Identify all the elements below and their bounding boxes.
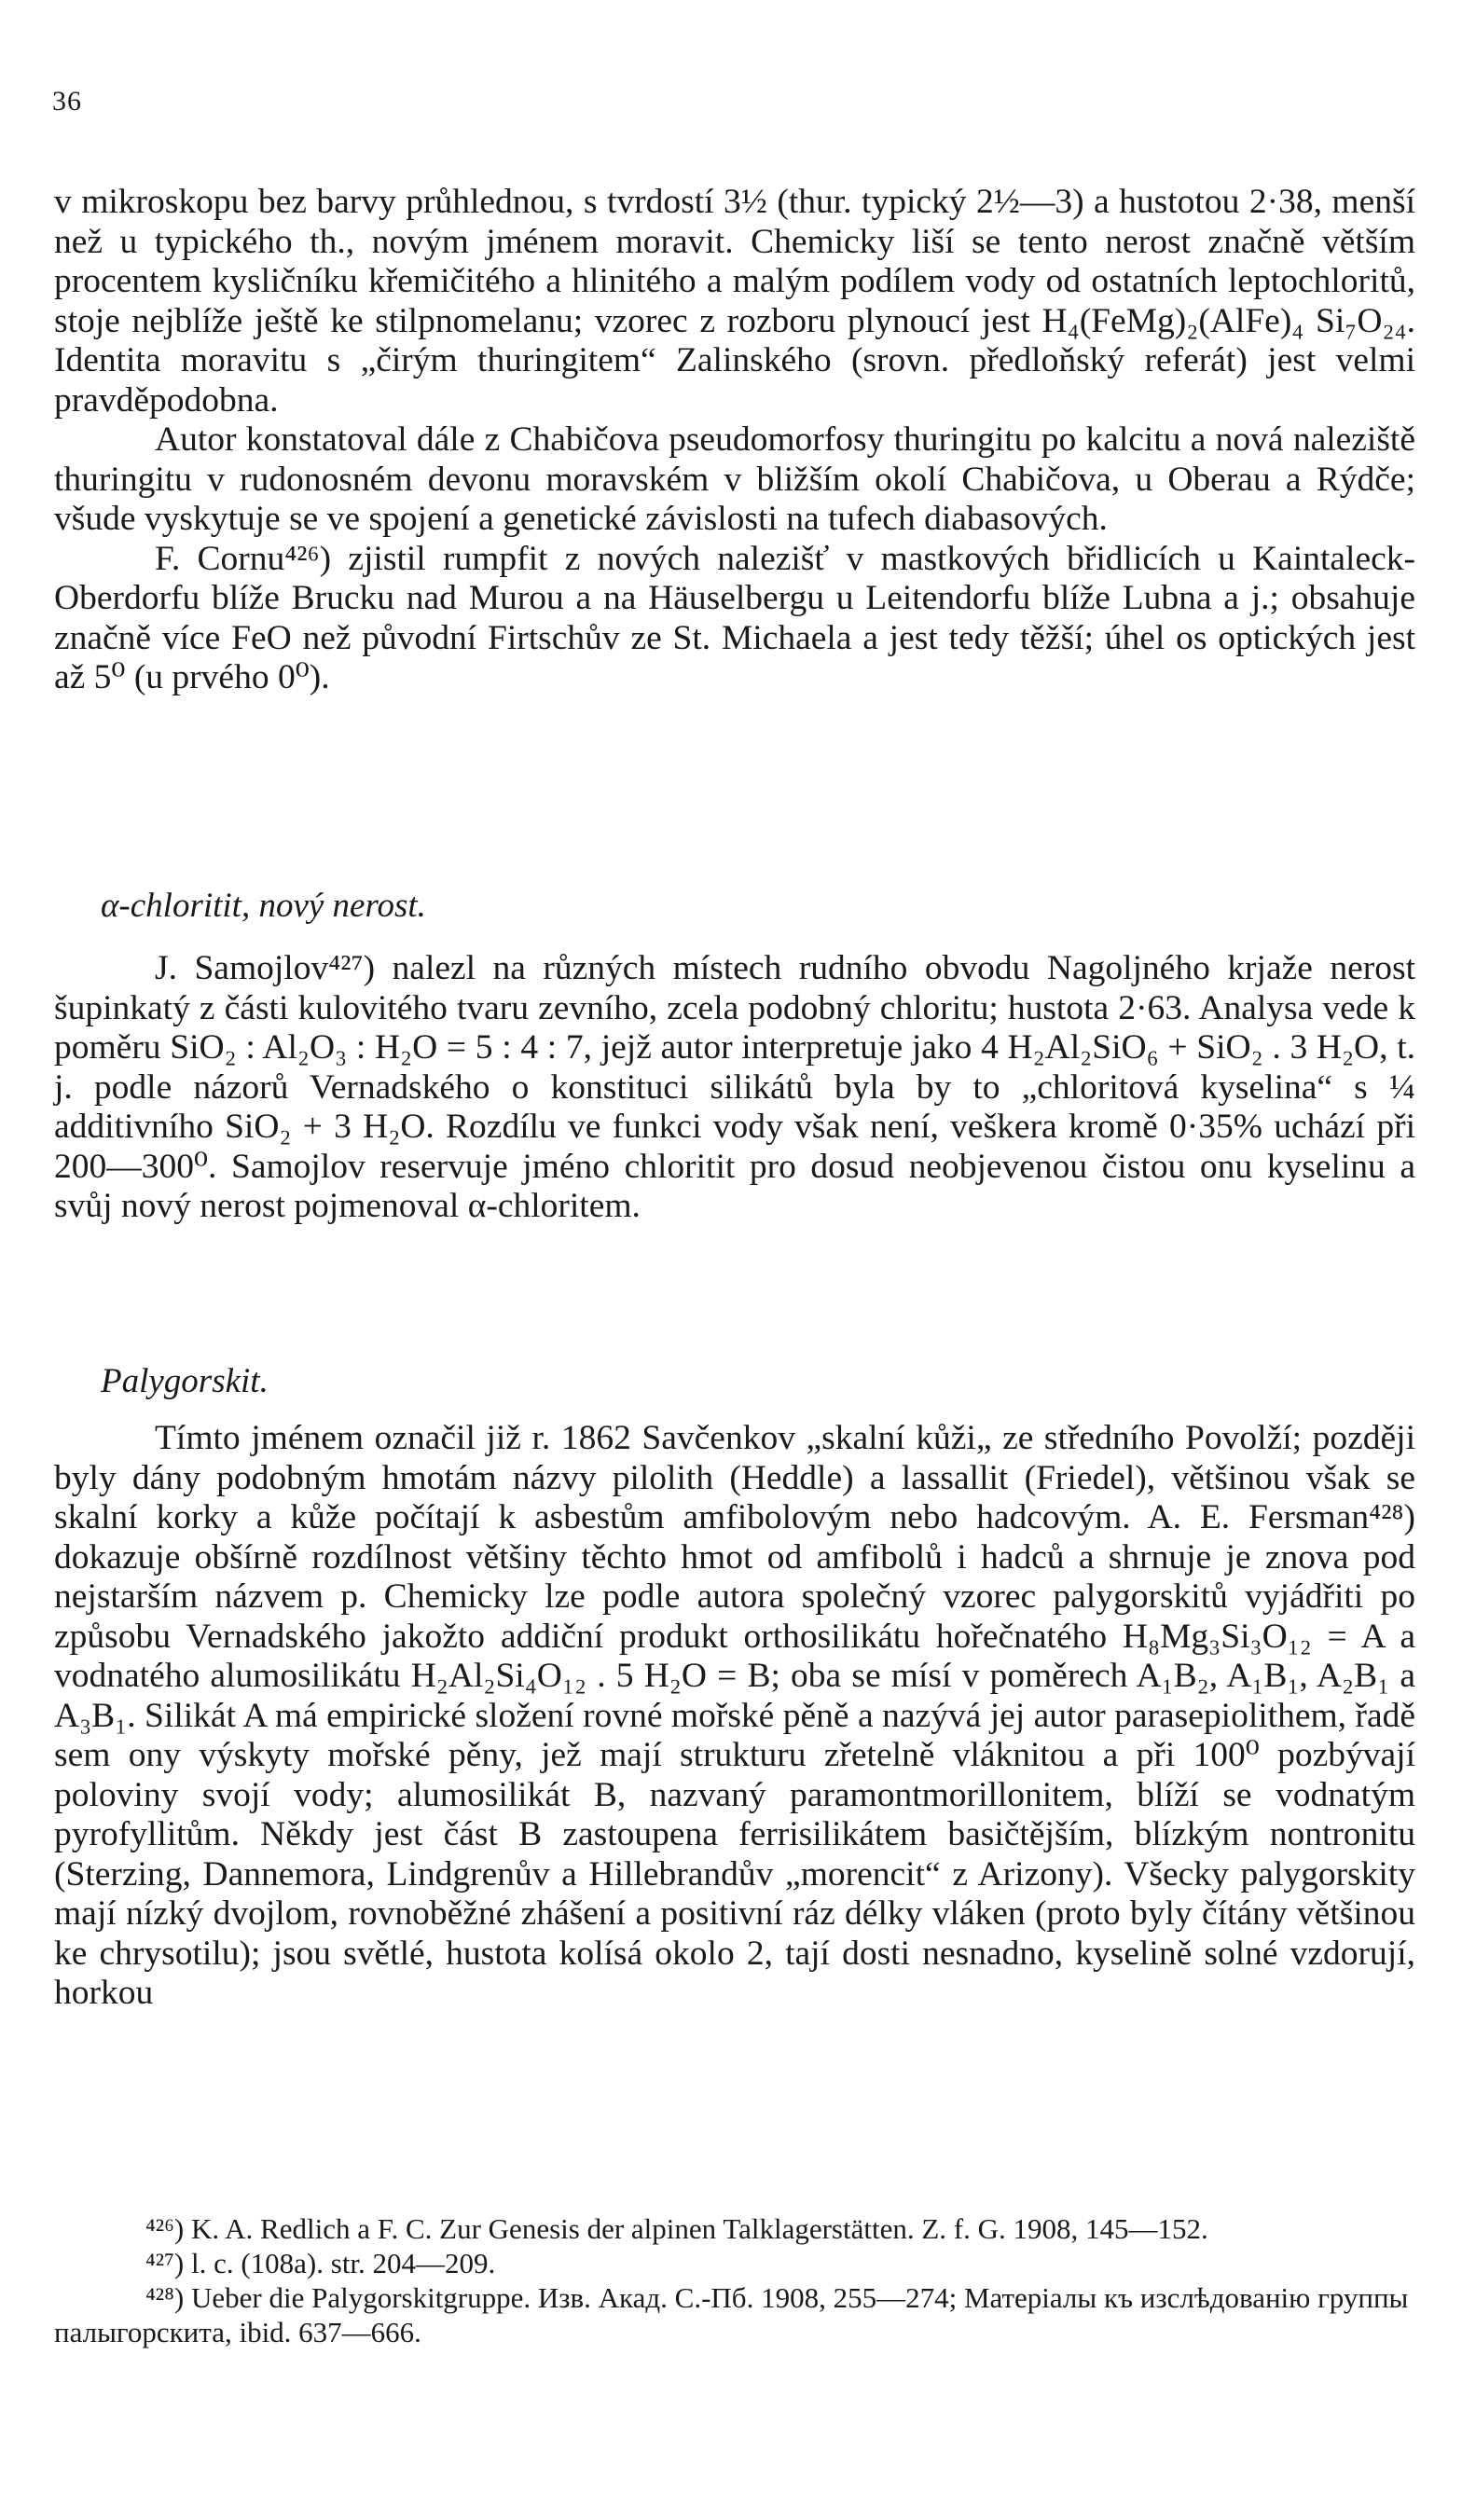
footnotes [54, 2211, 1415, 2349]
heading-alpha-chloritit: α-chloritit, nový nerost. [101, 887, 426, 925]
footnote-428: ⁴²⁸) Ueber die Palygorskitgruppe. Изв. Акад. С.-Пб. 1908, 255—274; Матеріалы къ изслѣдованію группы палыгорскита, ibid. 637—666. [54, 2281, 1409, 2348]
paragraph-palygorskit: Tímto jménem označil již r. 1862 Savčenkov „skalní kůži„ ze středního Povolží; později byly dány podobným hmotám názvy pilolith (Heddle) a lassallit (Friedel), většinou však se skalní korky a kůže počítají k asbestům amfibolovým nebo hadcovým. A. E. Fersman⁴²⁸) dokazuje obšírně rozdílnost většiny těchto hmot od amfibolů i hadců a shrnuje je znova pod nejstarším názvem p. Chemicky lze podle autora společný vzorec palygorskitů vyjádřiti po způsobu Vernadského jakožto addiční produkt orthosilikátu hořečnatého H₈Mg₃Si₃O₁₂ = A a vodnatého alumosilikátu H₂Al₂Si₄O₁₂ . 5 H₂O = B; oba se mísí v poměrech A₁B₂, A₁B₁, A₂B₁ a A₃B₁. Silikát A má empirické složení rovné mořské pěně a nazývá jej autor parasepiolithem, řadě sem ony výskyty mořské pěny, jež mají strukturu zřetelně vláknitou a při 100⁰ pozbývají poloviny svojí vody; alumosilikát B, nazvaný paramontmorillonitem, blíží se vodnatým pyrofyllitům. Někdy jest část B zastoupena ferrisilikátem basičtějším, blízkým nontronitu (Sterzing, Dannemora, Lindgrenův a Hillebrandův „morencit“ z Arizony). Všecky palygorskity mají nízký dvojlom, rovnoběžné zhášení a positivní ráz délky vláken (proto byly čítány většinou ke chrysotilu); jsou světlé, hustota kolísá okolo 2, tají dosti nesnadno, kyselině solné vzdorují, horkou [54, 1419, 1415, 2012]
paragraph-moravit: v mikroskopu bez barvy průhlednou, s tvrdostí 3½ (thur. typický 2½—3) a hustotou 2·38, menší než u typického th., novým jménem moravit. Chemicky liší se tento nerost značně větším procentem kysličníku křemičitého a hlinitého a malým podílem vody od ostatních leptochloritů, stoje nejblíže ještě ke stilpnomelanu; vzorec z rozboru plynoucí jest H₄(FeMg)₂(AlFe)₄ Si₇O₂₄. Identita moravitu s „čirým thuringitem“ Zalinského (srovn. předloňský referát) jest velmi pravděpodobna. [54, 183, 1415, 420]
page-number: 36 [52, 86, 82, 117]
paragraph-rumpfit: F. Cornu⁴²⁶) zjistil rumpfit z nových nalezišť v mastkových břidlicích u Kaintaleck-Oberdorfu blíže Brucku nad Murou a na Häuselbergu u Leitendorfu blíže Lubna a j.; obsahuje značně více FeO než původní Firtschův ze St. Michaela a jest tedy těžší; úhel os optických jest až 5⁰ (u prvého 0⁰). [54, 539, 1415, 696]
heading-palygorskit: Palygorskit. [101, 1362, 269, 1400]
text-block-moravit [54, 183, 1415, 698]
text-block-palygorskit [54, 1419, 1415, 2014]
paragraph-samojlov: J. Samojlov⁴²⁷) nalezl na různých místech rudního obvodu Nagoljného krjaže nerost šupinkatý z části kulovitého tvaru zevního, zcela podobný chloritu; hustota 2·63. Analysa vede k poměru SiO₂ : Al₂O₃ : H₂O = 5 : 4 : 7, jejž autor interpretuje jako 4 H₂Al₂SiO₆ + SiO₂ . 3 H₂O, t. j. podle názorů Vernadského o konstituci silikátů byla by to „chloritová kyselina“ s ¼ additivního SiO₂ + 3 H₂O. Rozdílu ve funkci vody však není, veškera kromě 0·35% uchází při 200—300⁰. Samojlov reservuje jméno chloritit pro dosud neobjevenou čistou onu kyselinu a svůj nový nerost pojmenoval α-chloritem. [54, 949, 1415, 1225]
footnote-426: ⁴²⁶) K. A. Redlich a F. C. Zur Genesis der alpinen Talklagerstätten. Z. f. G. 1908, 145—152. [145, 2212, 1208, 2245]
text-block-chloritit [54, 949, 1415, 1227]
paragraph-chabicov: Autor konstatoval dále z Chabičova pseudomorfosy thuringitu po kalcitu a nová naleziště thuringitu v rudonosném devonu moravském v bližším okolí Chabičova, u Oberau a Rýdče; všude vyskytuje se ve spojení a genetické závislosti na tufech diabasových. [54, 420, 1415, 538]
footnote-427: ⁴²⁷) l. c. (108a). str. 204—209. [145, 2247, 496, 2279]
